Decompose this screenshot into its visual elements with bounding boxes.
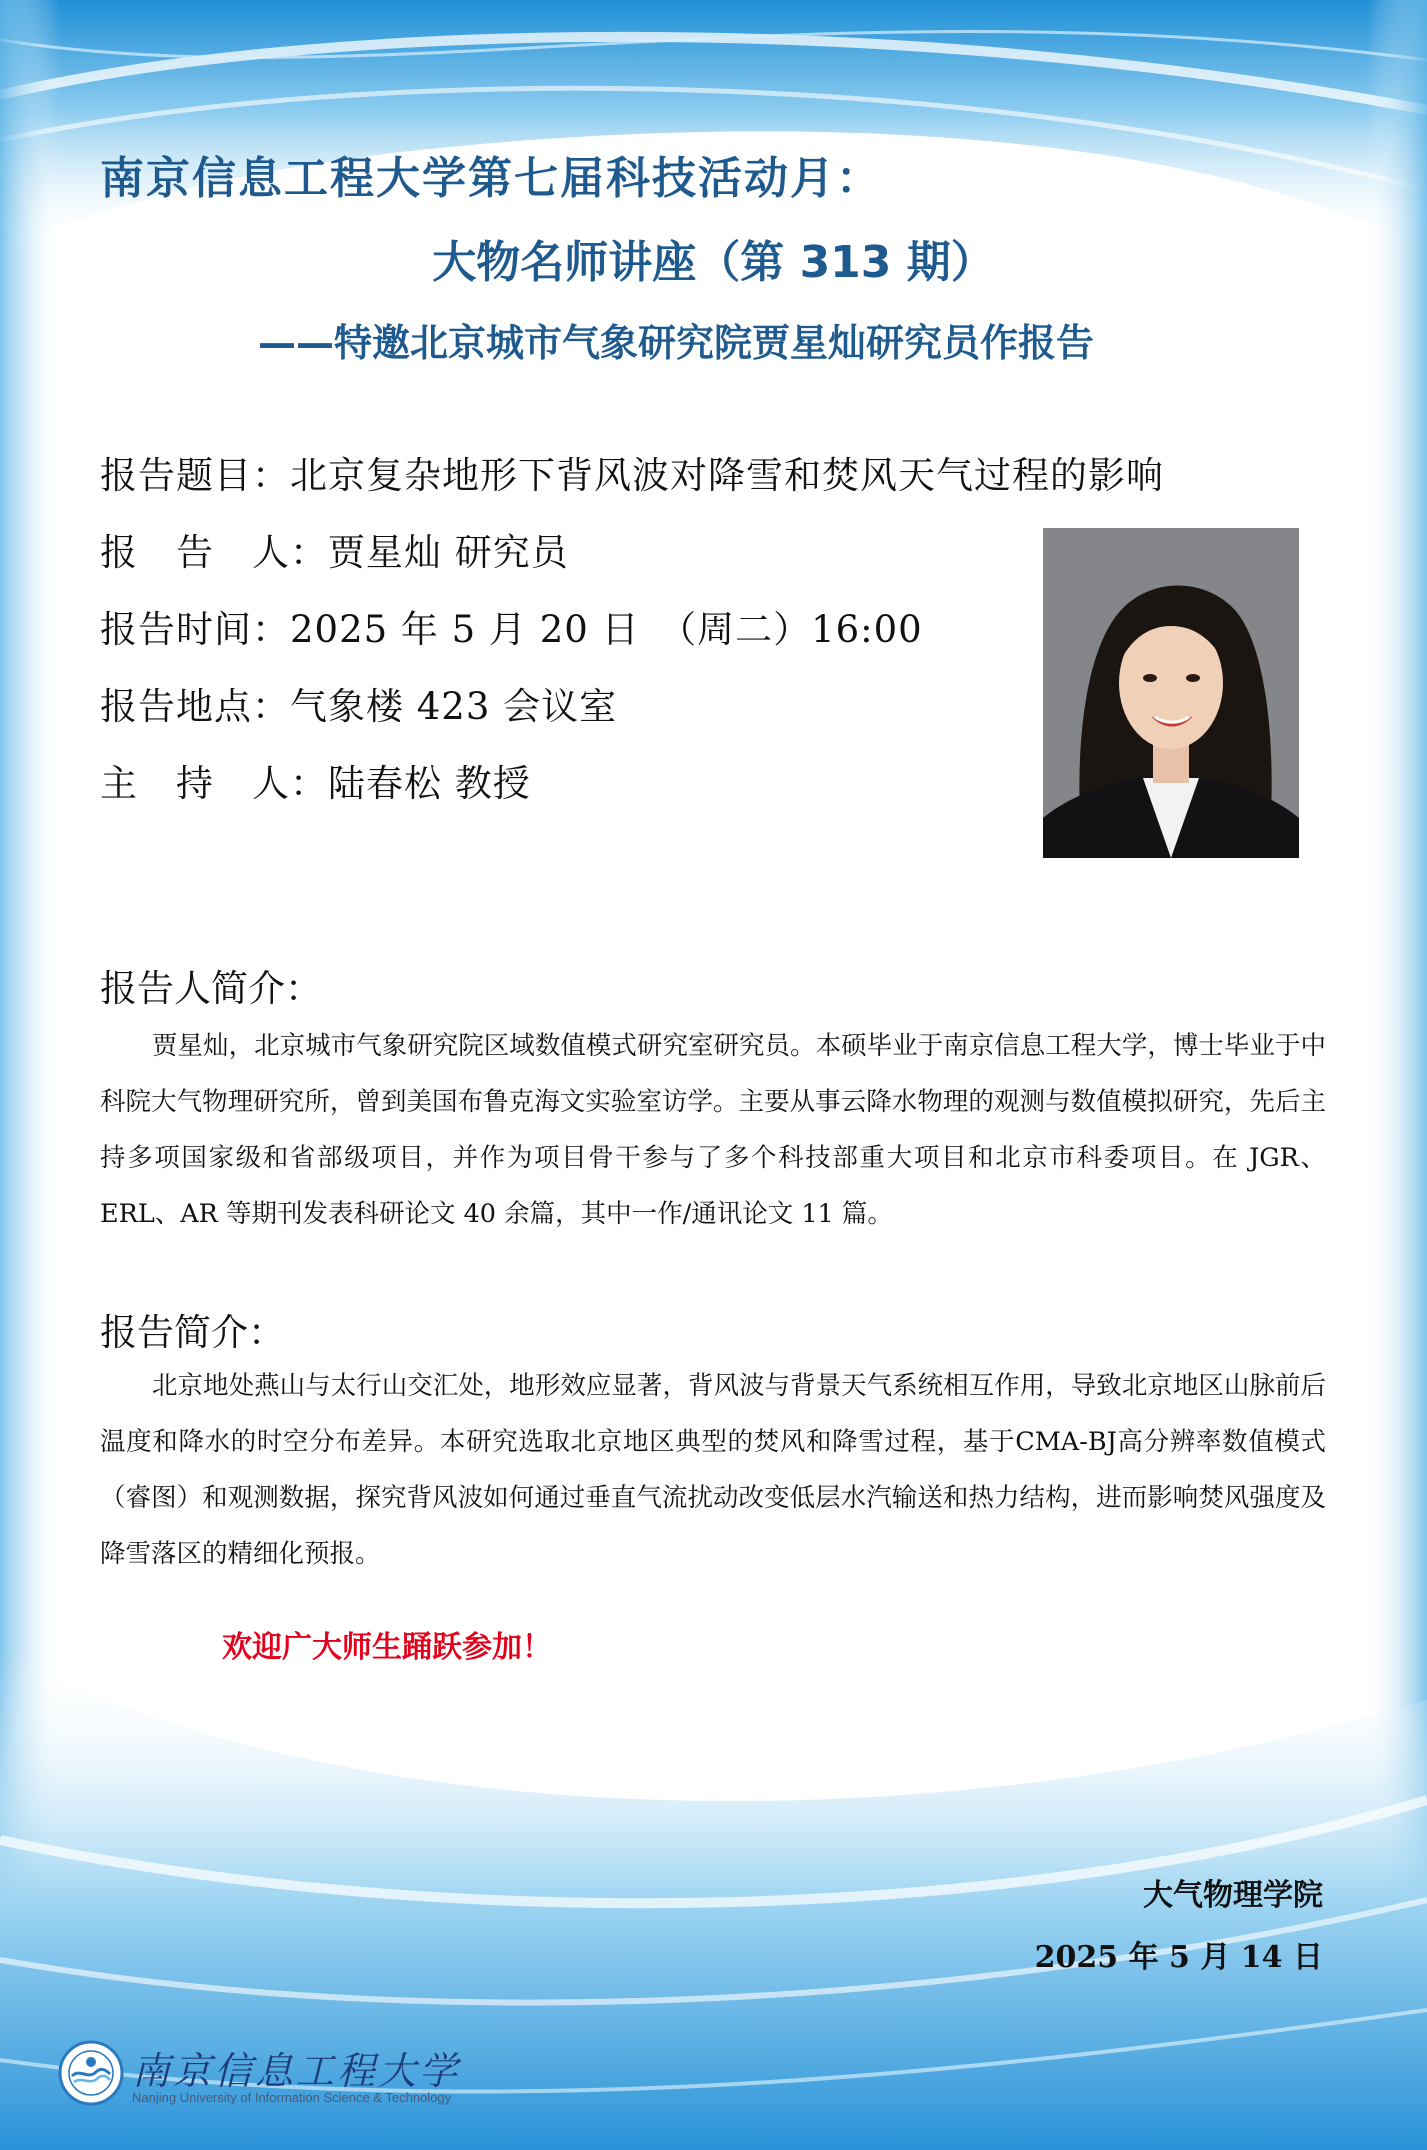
- bio-text: 贾星灿，北京城市气象研究院区域数值模式研究室研究员。本硕毕业于南京信息工程大学，博士毕业于中科院大气物理研究所，曾到美国布鲁克海文实验室访学。主要从事云降水物理的观测与数值模拟研究，先后主持多项国家级和省部级项目，并作为项目骨干参与了多个科技部重大项目和北京市科委项目。在 JGR、ERL、AR 等期刊发表科研论文 40 余篇，其中一作/通讯论文 11 篇。: [100, 1031, 1326, 1229]
- topic-row: [100, 445, 1164, 499]
- title-line-1: 南京信息工程大学第七届科技活动月：: [100, 153, 882, 204]
- logo-english-name: Nanjing University of Information Science & Technology: [132, 2090, 452, 2105]
- time-label: 报告时间：: [100, 608, 290, 651]
- host-label: 主 持 人：: [100, 762, 328, 805]
- logo-name: 南京信息工程大学: [132, 2049, 461, 2093]
- host-value: 陆春松 教授: [328, 762, 531, 805]
- speaker-row: [100, 522, 569, 576]
- place-value: 气象楼 423 会议室: [290, 685, 618, 728]
- bio-heading: 报告人简介：: [100, 967, 322, 1010]
- topic-value: 北京复杂地形下背风波对降雪和焚风天气过程的影响: [290, 454, 1164, 497]
- university-logo: [58, 2036, 461, 2110]
- speaker-photo: [1043, 528, 1299, 858]
- issue-date: 2025 年 5 月 14 日: [1034, 1940, 1323, 1975]
- title-line-2: 大物名师讲座（第 313 期）: [432, 237, 995, 288]
- abstract-heading: 报告简介：: [100, 1311, 285, 1354]
- host-row: [100, 753, 531, 807]
- time-value: 2025 年 5 月 20 日 （周二）16:00: [290, 608, 923, 651]
- university-seal-icon: [58, 2040, 124, 2106]
- welcome-message: 欢迎广大师生踊跃参加！: [222, 1630, 552, 1665]
- topic-label: 报告题目：: [100, 454, 290, 497]
- place-label: 报告地点：: [100, 685, 290, 728]
- place-row: [100, 676, 617, 730]
- title-line-3: ——特邀北京城市气象研究院贾星灿研究员作报告: [258, 321, 1095, 365]
- speaker-label: 报 告 人：: [100, 531, 328, 574]
- organizer: 大气物理学院: [1143, 1878, 1323, 1913]
- time-row: [100, 599, 923, 653]
- speaker-value: 贾星灿 研究员: [328, 531, 569, 574]
- abstract-text: 北京地处燕山与太行山交汇处，地形效应显著，背风波与背景天气系统相互作用，导致北京地区山脉前后温度和降水的时空分布差异。本研究选取北京地区典型的焚风和降雪过程，基于CMA-BJ高分辨率数值模式（睿图）和观测数据，探究背风波如何通过垂直气流扰动改变低层水汽输送和热力结构，进而影响焚风强度及降雪落区的精细化预报。: [100, 1371, 1326, 1569]
